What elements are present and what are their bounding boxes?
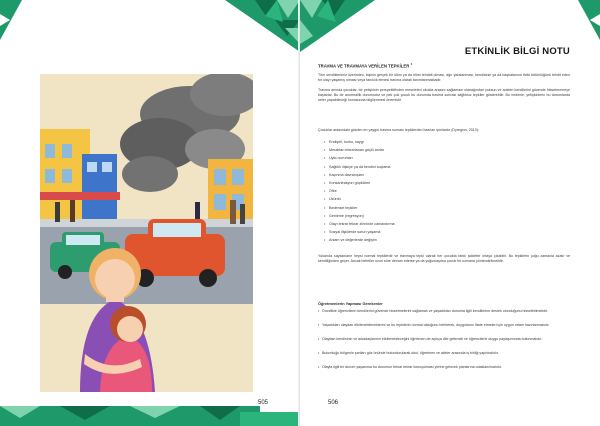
list-item: • Üzüntü	[324, 195, 524, 203]
intro-paragraph-2: Travma anında çocuklar, bir yetişkinin perspektifinden meseleleri okulda arasını sağlaması olanağından yoksun ve aniden kendilerini güvende hissetmemeye başlarlar. Bu bir anormallik durumudur ve pek çok çocuk bu durumda travma sonrası sağlıksız tepkiler gösterebilir. Bu nedenle, yetişkinlerin bu durumlarda neler yapabileceği konusunda bilgilenmesi önemlidir.	[318, 88, 570, 102]
corner-triangle-icon	[0, 0, 22, 40]
list-item: • Bedensel tepkiler	[324, 204, 524, 212]
geometric-pattern-icon	[225, 0, 300, 52]
teacher-action: • Bulunduğu bölgenin şartları göz önünde bulundurularak okul, öğretmen ve aileler arasında iş birliği yapılmalıdır.	[318, 351, 570, 356]
page-title: ETKİNLİK BİLGİ NOTU	[464, 46, 570, 57]
illustration	[40, 74, 253, 392]
list-item: • Konsantrasyon güçlükleri	[324, 179, 524, 187]
list-item: • Anlam ve değerlerde değişim	[324, 236, 524, 244]
intro-paragraph-1: Tüm sevdiklerimiz üzerinden, kişinin gerçek bir ölüm ya da ölüm tehdidi olması, ağır yaralanması, kendisinin ya da başkalarının fiziki bütünlüğünü tehdit eden bir olayı yaşamış olması veya tanıklık etmesi travma olarak tanımlanmaktadır.	[318, 73, 570, 82]
accident-scene-illustration-icon	[40, 74, 253, 392]
list-item: • Öfke	[324, 187, 524, 195]
list-item: • Sağlıklı ilişkiye ya da kendini suçlama	[324, 163, 524, 171]
footer-band-icon	[0, 398, 300, 426]
footnote-ref: 1	[410, 62, 413, 66]
corner-triangle-icon	[578, 0, 600, 40]
teacher-action: • Olayla ilgili bir durum yaşanırsa bu durumun tekrar tekrar konuşulması yerine gelecek planlarına odaklanılmalıdır.	[318, 365, 570, 370]
list-item: • Sosyal ilişkilerde sorun yaşama	[324, 228, 524, 236]
list-item: • Gerileme (regresyon)	[324, 212, 524, 220]
teacher-action: • Yaşadıkları olaydan etkilenebileceklerini ve bu tepkilerin normal olduğunu belirterek, duygularını ifade etmeleri için uygun ortam hazırlanmalıdır.	[318, 323, 570, 328]
list-item: • Endişeli, korku, kaygı	[324, 138, 524, 146]
section-subtitle: TRAVMA VE TRAVMAYA VERİLEN TEPKİLER $^1$	[318, 62, 413, 69]
teacher-action: • Öncelikle öğrencilerin kendilerini güvende hissetmelerini sağlamalı ve yaşadıkları durumla ilgili kendilerine destek olunduğunu hissettirilmelidir.	[318, 309, 570, 314]
summary-paragraph: Yukarıda sayılanların hepsi normal tepkilerdir ve travmaya tepki olarak her çocukta farklı şiddette ortaya çıkabilir. Bu tepkilerin çoğu zamanla azalır ve kendiliğinden geçer. Ancak belirtiler uzun süre devam ederse ya da yoğunlaşırsa çocuk bir uzmana yönlendirilmelidir.	[318, 254, 570, 263]
list-item: • Meraktan tekrarlanan güçlü anılar	[324, 146, 524, 154]
list-item: • Uyku sorunları	[324, 154, 524, 162]
page-number-left: 505	[258, 400, 269, 406]
reactions-list	[324, 138, 524, 245]
page-number-right: 506	[328, 400, 339, 406]
list-item: • Olayı tekrar tekrar zihninde canlandırma	[324, 220, 524, 228]
section-heading: Öğretmenlerin Yapması Gerekenler	[318, 301, 383, 306]
list-item: • Kaçınma davranışları	[324, 171, 524, 179]
teacher-action: • Olaydan kendisinin ve arkadaşlarının etkilenebileceğini öğretmen de açıkça dile getirmeli ve öğrencilerle duygu paylaşımında bulunmalıdır.	[318, 337, 570, 342]
geometric-pattern-icon	[300, 0, 375, 52]
list-intro: Çocuklar arasındaki gözden en yaygın travma sonrası tepkilerden bazıları şunlardır (Dyregrov, 2010):	[318, 128, 479, 132]
